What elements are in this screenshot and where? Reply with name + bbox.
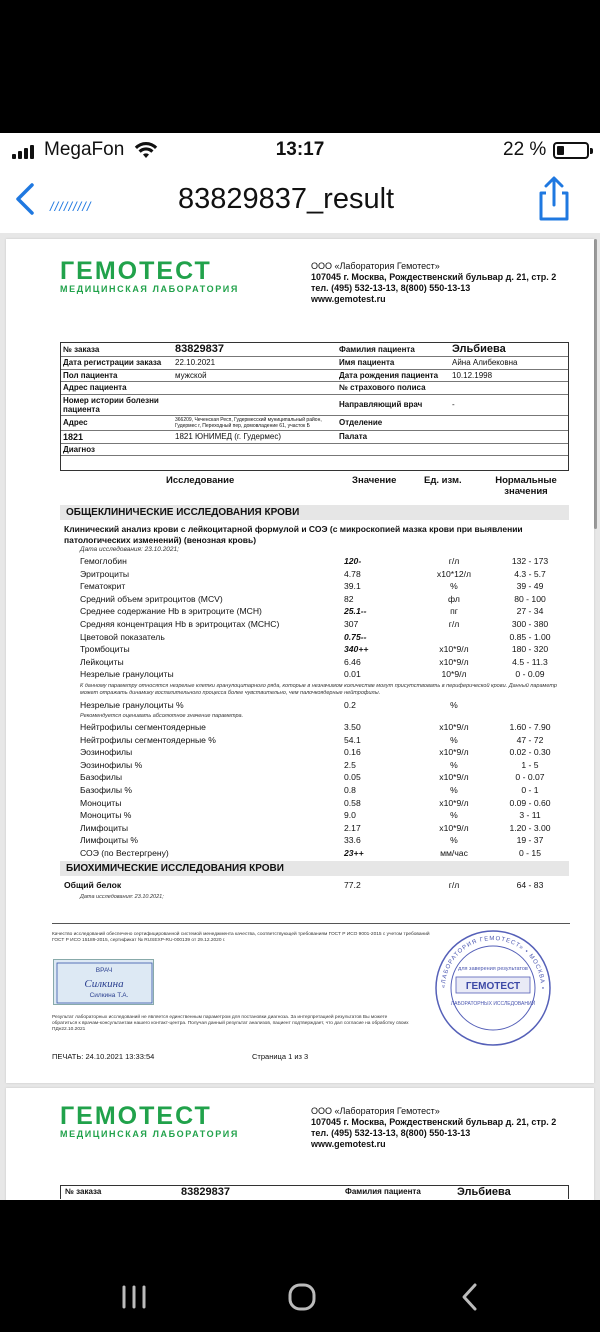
result-unit: х10*12/л (436, 568, 472, 579)
cbc-date: Дата исследования: 23.10.2021; (80, 546, 179, 553)
address-value: 366209, Чеченская Респ, Гудермесский муниципальный район, Гудермес г, Переходный пер, домовладение 61, участок Б (172, 415, 336, 430)
lab-phone: тел. (495) 532-13-13, 8(800) 550-13-13 (311, 283, 471, 293)
gemotest-logo: ГЕМОТЕСТ (60, 1102, 212, 1130)
result-unit: г/л (448, 619, 460, 629)
result-name: Средний объем эритроцитов (MCV) (80, 593, 223, 604)
seal-main: ГЕМОТЕСТ (465, 981, 521, 992)
result-value: 9.0 (344, 810, 356, 821)
result-row (80, 669, 560, 682)
result-unit: х10*9/л (439, 747, 469, 758)
document-title: 83829837_result (178, 183, 395, 215)
result-ref: 132 - 173 (511, 556, 549, 566)
result-row (80, 735, 560, 748)
col-norm (491, 475, 561, 497)
patient-lastname: Эльбиева (457, 1186, 511, 1198)
abs-note: Рекомендуется оценивать абсолютное значение параметра. (80, 713, 244, 719)
result-ref: 300 - 380 (511, 619, 549, 629)
carrier-name: MegaFon (44, 139, 125, 160)
sex-label: Пол пациента (60, 369, 172, 382)
order-number: 83829837 (172, 342, 336, 357)
result-value: 82 (344, 593, 354, 604)
result-row (80, 700, 560, 713)
signal-icon (12, 145, 34, 159)
lab-name: ООО «Лаборатория Гемотест» (311, 1106, 440, 1116)
lab-website: www.gemotest.ru (311, 1139, 386, 1149)
sex-value: мужской (172, 369, 336, 382)
lastname-label: Фамилия пациента (345, 1187, 421, 1196)
result-row (80, 722, 560, 735)
result-row (80, 747, 560, 760)
divider (52, 923, 570, 924)
birth-label: Дата рождения пациента (336, 369, 449, 382)
result-value: 25.1-- (344, 606, 367, 617)
patient-lastname: Эльбиева (449, 342, 569, 357)
result-unit: х10*9/л (439, 772, 469, 783)
result-value: 39.1 (344, 581, 361, 592)
col-norm-line2: значения (504, 486, 548, 497)
patient-address-label: Адрес пациента (60, 382, 172, 395)
result-unit: % (450, 810, 458, 821)
battery-percent: 22 % (503, 139, 547, 160)
battery-icon (553, 142, 589, 159)
result-ref: 19 - 37 (516, 835, 544, 846)
address-label: Адрес (60, 415, 172, 430)
result-ref: 1.60 - 7.90 (509, 722, 551, 732)
result-name: Средняя концентрация Hb в эритроцитах (MCHC) (80, 619, 280, 629)
department-label: Отделение (336, 415, 449, 430)
result-row (80, 606, 560, 619)
result-ref: 64 - 83 (516, 880, 544, 890)
lab-website: www.gemotest.ru (311, 294, 386, 304)
result-name: Лимфоциты % (80, 835, 139, 846)
result-name: Базофилы % (80, 785, 133, 795)
patient-firstname: Айна Алибековна (449, 357, 569, 370)
stamp-line1: ВРАЧ (95, 967, 113, 974)
result-name: Нейтрофилы сегментоядерные (80, 722, 206, 732)
gemotest-logo-subtitle: МЕДИЦИНСКАЯ ЛАБОРАТОРИЯ (60, 284, 239, 294)
top-black-area (0, 0, 600, 133)
result-row (80, 632, 560, 645)
result-name: Моноциты (80, 797, 122, 808)
result-name: Эозинофилы % (80, 759, 143, 770)
document-page-2 (6, 1088, 594, 1200)
result-ref: 0.09 - 0.60 (509, 797, 551, 808)
print-timestamp: ПЕЧАТЬ: 24.10.2021 13:33:54 (52, 1052, 155, 1061)
home-icon[interactable] (282, 1280, 322, 1314)
clock: 13:17 (275, 139, 325, 160)
lab-address: 107045 г. Москва, Рождественский бульвар д. 21, стр. 2 (311, 1117, 557, 1127)
result-name: Моноциты % (80, 810, 132, 821)
document-viewer[interactable] (0, 233, 600, 1200)
seal-top: для заверения результатов (458, 966, 528, 972)
regdate-label: Дата регистрации заказа (60, 357, 172, 370)
result-unit: х10*9/л (439, 722, 469, 732)
result-row (80, 785, 560, 798)
doctor-stamp (53, 959, 154, 1005)
patient-info-table (60, 1185, 569, 1199)
result-ref: 0 - 1 (521, 785, 539, 795)
result-value: 0.16 (344, 747, 361, 758)
result-row (80, 569, 560, 582)
policy-label: № страхового полиса (336, 382, 449, 395)
system-navigation-bar (0, 1200, 600, 1332)
disclaimer: Результат лабораторных исследований не является единственным параметром для постановки диагноза. За интерпретацией результатов Вы можете обратиться к врачам-консультантам нашего контакт-центра. Получая данный результат анализов, пациент подтверждает, что дал согласие на обработку своих ПДн22.10.2021 (52, 1015, 409, 1032)
result-value: 0.8 (344, 785, 356, 795)
section-general-blood: ОБЩЕКЛИНИЧЕСКИЕ ИССЛЕДОВАНИЯ КРОВИ (60, 505, 569, 520)
order-label: № заказа (60, 342, 172, 357)
result-value: 307 (344, 619, 359, 629)
result-name: СОЭ (по Вестергрену) (80, 848, 169, 858)
page-number: Страница 1 из 3 (252, 1052, 309, 1061)
result-value: 33.6 (344, 835, 361, 846)
patient-info-table (60, 342, 569, 456)
lab-phone: тел. (495) 532-13-13, 8(800) 550-13-13 (311, 1128, 471, 1138)
result-ref: 180 - 320 (511, 644, 549, 655)
result-unit: 10*9/л (441, 669, 467, 680)
doctor-value: - (449, 394, 569, 415)
result-ref: 47 - 72 (516, 734, 544, 745)
back-icon[interactable] (450, 1280, 490, 1314)
cbc-title: Клинический анализ крови с лейкоцитарной формулой и СОЭ (с микроскопией мазка крови при выявлении патологических изменений) (венозная кровь) (64, 524, 523, 545)
result-value: 0.2 (344, 700, 356, 710)
result-unit: х10*9/л (439, 644, 469, 655)
result-ref: 0.85 - 1.00 (509, 631, 551, 642)
battery-fill (557, 146, 564, 155)
result-unit: х10*9/л (439, 797, 469, 808)
wifi-icon (134, 141, 158, 159)
result-row (80, 594, 560, 607)
back-chevron-icon[interactable] (10, 179, 42, 219)
diagnosis-label: Диагноз (60, 443, 569, 456)
result-ref: 0 - 0.07 (515, 772, 545, 783)
immature-note: К данному параметру относятся незрелые клетки гранулоцитарного ряда, которые в незначимом количестве могут присутствовать в периферической крови. Данный параметр может отражать динамику воспалительного процесса более чувствительно, чем палочкоядерные нейтрофилы. (80, 683, 557, 696)
recent-apps-icon[interactable] (114, 1280, 154, 1314)
birth-value: 10.12.1998 (449, 369, 569, 382)
result-row (80, 556, 560, 569)
result-ref: 80 - 100 (514, 593, 546, 604)
doctor-stamp-art (54, 960, 155, 1006)
result-unit: % (450, 700, 458, 710)
result-value: 0.75-- (344, 631, 367, 642)
result-value: 23++ (344, 848, 364, 858)
biochem-date: Дата исследования: 23.10.2021; (80, 894, 164, 900)
history-label: Номер истории болезни пациента (60, 394, 172, 415)
result-value: 6.46 (344, 656, 361, 667)
result-unit: мм/час (440, 848, 468, 858)
gemotest-logo: ГЕМОТЕСТ (60, 257, 212, 285)
seal-bottom: ЛАБОРАТОРНЫХ ИССЛЕДОВАНИЙ (450, 1001, 536, 1007)
result-value: 2.5 (344, 759, 356, 770)
result-ref: 1.20 - 3.00 (509, 822, 551, 833)
result-unit: фл (448, 593, 460, 604)
result-name: Эозинофилы (80, 747, 133, 758)
result-row (80, 760, 560, 773)
firstname-label: Имя пациента (336, 357, 449, 370)
result-ref: 0 - 0.09 (515, 669, 545, 680)
result-unit: х10*9/л (439, 822, 469, 833)
result-unit: % (450, 734, 458, 745)
section-biochem: БИОХИМИЧЕСКИЕ ИССЛЕДОВАНИЯ КРОВИ (60, 861, 569, 876)
result-unit: х10*9/л (439, 656, 469, 667)
result-name: Незрелые гранулоциты (80, 669, 174, 680)
result-row (80, 772, 560, 785)
doctor-label: Направляющий врач (336, 394, 449, 415)
seal-ring-text: «ЛАБОРАТОРИЯ ГЕМОТЕСТ» • МОСКВА • (440, 935, 546, 990)
result-value: 120- (344, 556, 362, 566)
result-unit: % (450, 835, 458, 846)
result-name: Гематокрит (80, 581, 126, 592)
result-row (64, 880, 560, 893)
col-test: Исследование (166, 475, 235, 486)
result-name: Незрелые гранулоциты % (80, 700, 184, 710)
col-unit: Ед. изм. (424, 475, 462, 486)
lab-seal (434, 929, 552, 1047)
result-value: 0.58 (344, 797, 361, 808)
regdate-value: 22.10.2021 (172, 357, 336, 370)
result-ref: 4.3 - 5.7 (514, 568, 546, 579)
result-value: 0.05 (344, 772, 361, 783)
result-value: 77.2 (344, 880, 361, 890)
result-name: Цветовой показатель (80, 631, 165, 642)
stamp-signature: Силкина (84, 978, 124, 990)
result-row (80, 581, 560, 594)
back-label[interactable]: ///////// (50, 199, 92, 214)
result-name: Лимфоциты (80, 822, 129, 833)
result-row (80, 810, 560, 823)
lab-address: 107045 г. Москва, Рождественский бульвар д. 21, стр. 2 (311, 272, 557, 282)
result-name: Нейтрофилы сегментоядерные % (80, 734, 216, 745)
result-value: 54.1 (344, 734, 361, 745)
gemotest-logo-subtitle: МЕДИЦИНСКАЯ ЛАБОРАТОРИЯ (60, 1129, 239, 1139)
result-row (80, 835, 560, 848)
result-value: 4.78 (344, 568, 361, 579)
result-ref: 39 - 49 (516, 581, 544, 592)
result-name: Общий белок (64, 880, 122, 890)
result-row (80, 823, 560, 836)
result-unit: пг (450, 606, 458, 617)
lab-name: ООО «Лаборатория Гемотест» (311, 261, 440, 271)
result-row (80, 644, 560, 657)
clinic-name: 1821 ЮНИМЕД (г. Гудермес) (172, 430, 336, 443)
col-norm-line1: Нормальные (495, 475, 557, 486)
result-ref: 3 - 11 (519, 810, 541, 821)
result-name: Тромбоциты (80, 644, 130, 655)
quality-note: Качество исследований обеспечено сертифицированной системой менеджмента качества, соответствующей требованиям ГОСТ Р ИСО 9001-2015 с учетом требований ГОСТ Р ИСО 15189-2015, сертификат № RUSEXP-RU-000139 от 29.12.2020 г. (52, 932, 430, 943)
col-value: Значение (352, 475, 397, 486)
result-row (80, 657, 560, 670)
result-row (80, 798, 560, 811)
result-value: 2.17 (344, 822, 361, 833)
result-ref: 1 - 5 (521, 759, 539, 770)
status-bar (0, 133, 600, 167)
result-value: 0.01 (344, 669, 361, 680)
result-ref: 0 - 15 (519, 848, 541, 858)
result-name: Гемоглобин (80, 556, 127, 566)
scrollbar[interactable] (594, 239, 597, 529)
order-number: 83829837 (181, 1186, 230, 1198)
result-row (80, 848, 560, 861)
result-name: Эритроциты (80, 568, 130, 579)
result-value: 340++ (344, 644, 369, 655)
result-ref: 27 - 34 (516, 606, 544, 617)
result-value: 3.50 (344, 722, 361, 732)
ward-label: Палата (336, 430, 449, 443)
result-ref: 0.02 - 0.30 (509, 747, 551, 758)
clinic-code: 1821 (60, 430, 172, 443)
stamp-line2: Силкина Т.А. (89, 992, 129, 999)
result-unit: г/л (448, 880, 460, 890)
order-label: № заказа (65, 1187, 102, 1196)
result-ref: 4.5 - 11.3 (512, 656, 548, 667)
result-unit: г/л (448, 556, 460, 566)
result-unit: % (450, 785, 458, 795)
result-name: Лейкоциты (80, 656, 124, 667)
navigation-bar (0, 167, 600, 233)
result-name: Среднее содержание Hb в эритроците (MCH) (80, 606, 262, 617)
share-icon[interactable] (532, 175, 576, 223)
result-unit: % (450, 759, 458, 770)
lastname-label: Фамилия пациента (336, 342, 449, 357)
result-unit: % (450, 581, 458, 592)
document-page-1 (6, 239, 594, 1083)
result-row (80, 619, 560, 632)
result-name: Базофилы (80, 772, 123, 783)
